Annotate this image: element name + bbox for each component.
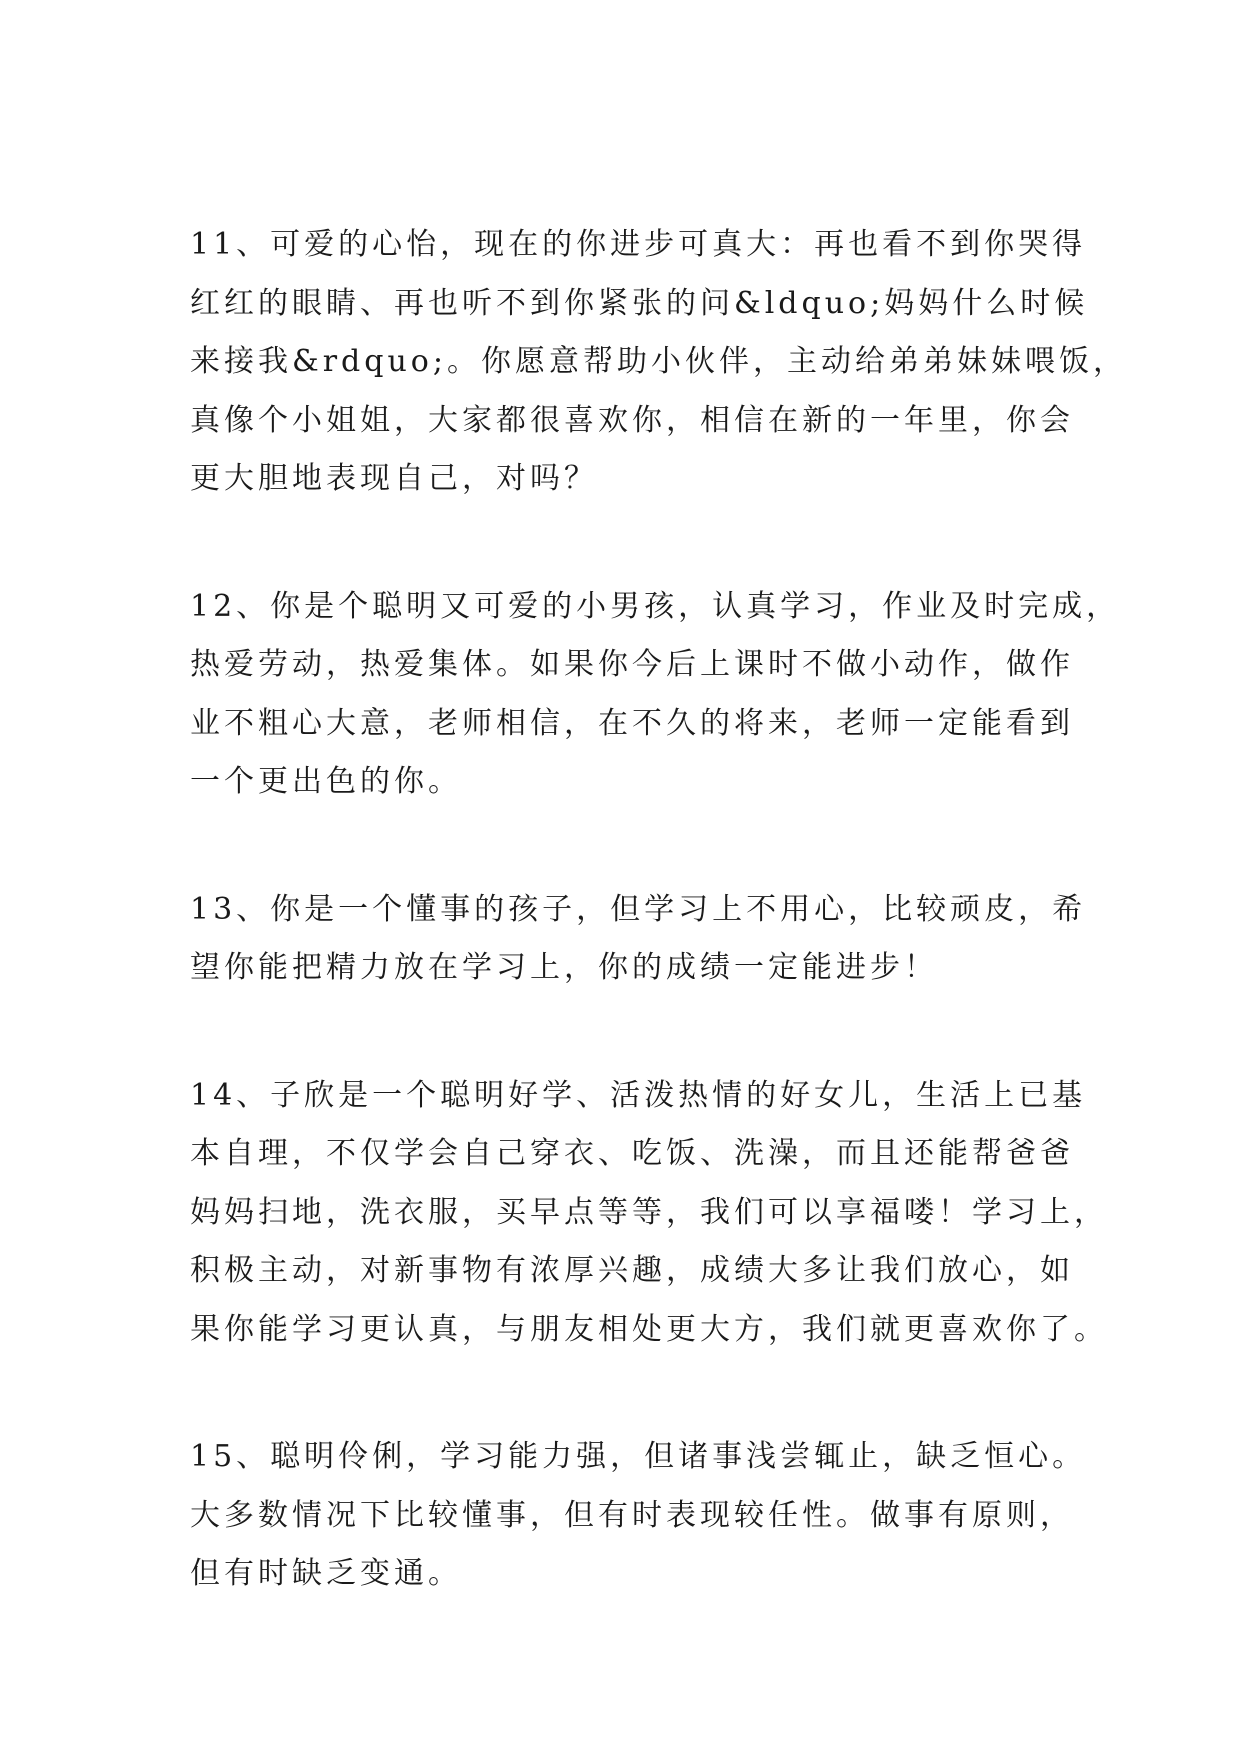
text-line: 来接我&rdquo;。你愿意帮助小伙伴，主动给弟弟妹妹喂饭， [190, 344, 1127, 379]
paragraph-14 [190, 1067, 1108, 1360]
paragraph-15 [190, 1428, 1087, 1604]
text-line: 15、聪明伶俐，学习能力强，但诸事浅尝辄止，缺乏恒心。 [190, 1439, 1087, 1474]
text-line: 望你能把精力放在学习上，你的成绩一定能进步！ [190, 950, 938, 985]
text-line: 11、可爱的心怡，现在的你进步可真大：再也看不到你哭得 [190, 227, 1087, 262]
paragraph-13 [190, 881, 1087, 998]
text-line: 12、你是个聪明又可爱的小男孩，认真学习，作业及时完成， [190, 588, 1121, 624]
text-line: 热爱劳动，热爱集体。如果你今后上课时不做小动作，做作 [190, 647, 1074, 682]
text-line: 妈妈扫地，洗衣服，买早点等等，我们可以享福喽！学习上， [190, 1194, 1108, 1230]
paragraph-11 [190, 216, 1127, 509]
text-line: 13、你是一个懂事的孩子，但学习上不用心，比较顽皮，希 [190, 891, 1087, 927]
text-line: 本自理，不仅学会自己穿衣、吃饭、洗澡，而且还能帮爸爸 [190, 1136, 1074, 1171]
text-line: 但有时缺乏变通。 [190, 1556, 462, 1591]
text-line: 果你能学习更认真，与朋友相处更大方，我们就更喜欢你了。 [190, 1311, 1108, 1347]
document-body [190, 216, 1127, 1673]
text-line: 真像个小姐姐，大家都很喜欢你，相信在新的一年里，你会 [190, 402, 1074, 438]
text-line: 14、子欣是一个聪明好学、活泼热情的好女儿，生活上已基 [190, 1077, 1087, 1113]
paragraph-12 [190, 578, 1121, 812]
text-line: 红红的眼睛、再也听不到你紧张的问&ldquo;妈妈什么时候 [190, 285, 1089, 321]
text-line: 一个更出色的你。 [190, 764, 462, 799]
text-line: 业不粗心大意，老师相信，在不久的将来，老师一定能看到 [190, 705, 1074, 741]
text-line: 大多数情况下比较懂事，但有时表现较任性。做事有原则， [190, 1497, 1074, 1533]
text-line: 更大胆地表现自己，对吗？ [190, 461, 598, 496]
text-line: 积极主动，对新事物有浓厚兴趣，成绩大多让我们放心，如 [190, 1253, 1074, 1288]
